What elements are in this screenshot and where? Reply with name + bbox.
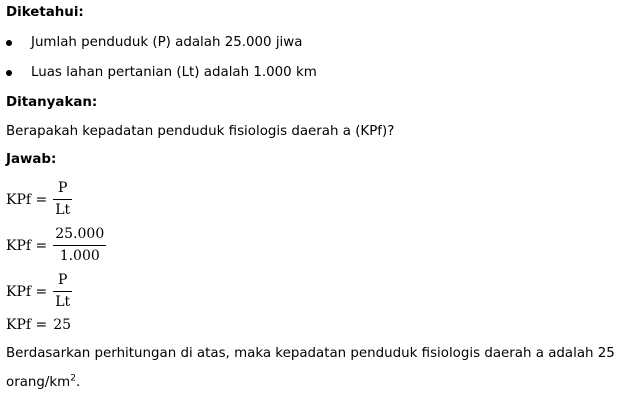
- asked-question: Berapakah kepadatan penduduk fisiologis daerah a (KPf)?: [6, 124, 395, 139]
- fraction-numerator: P: [58, 272, 68, 288]
- equation-lhs: KPf =: [6, 237, 48, 254]
- fraction-denominator: 1.000: [59, 248, 100, 264]
- equation-substitution: [6, 226, 106, 265]
- given-item-land-area: Luas lahan pertanian (Lt) adalah 1.000 km: [31, 65, 317, 80]
- equation-result: [6, 317, 71, 333]
- bullet-icon: [6, 70, 12, 76]
- fraction-numerator: 25.000: [55, 226, 105, 242]
- answer-heading: Jawab:: [6, 152, 57, 167]
- conclusion-superscript: 2: [70, 373, 76, 384]
- equation-lhs: KPf =: [6, 283, 48, 300]
- asked-heading: Ditanyakan:: [6, 95, 98, 110]
- fraction-numerator: P: [58, 180, 68, 196]
- equation-value: 25: [53, 317, 72, 333]
- equation-formula-repeat: [6, 272, 72, 311]
- conclusion-unit: orang/km: [6, 375, 71, 390]
- given-heading: Diketahui:: [6, 5, 84, 20]
- conclusion-line-2: [6, 374, 80, 392]
- equation-formula: [6, 180, 72, 219]
- conclusion-period: .: [75, 375, 81, 390]
- fraction-denominator: Lt: [55, 202, 71, 218]
- given-item-population: Jumlah penduduk (P) adalah 25.000 jiwa: [31, 35, 303, 50]
- fraction: [53, 180, 72, 219]
- fraction: [53, 272, 72, 311]
- equation-lhs: KPf =: [6, 191, 48, 208]
- fraction: [53, 226, 106, 265]
- conclusion-line-1: Berdasarkan perhitungan di atas, maka kepadatan penduduk fisiologis daerah a adalah 25: [6, 346, 615, 361]
- bullet-icon: [6, 40, 12, 46]
- fraction-denominator: Lt: [55, 294, 71, 310]
- equation-lhs: KPf =: [6, 317, 48, 333]
